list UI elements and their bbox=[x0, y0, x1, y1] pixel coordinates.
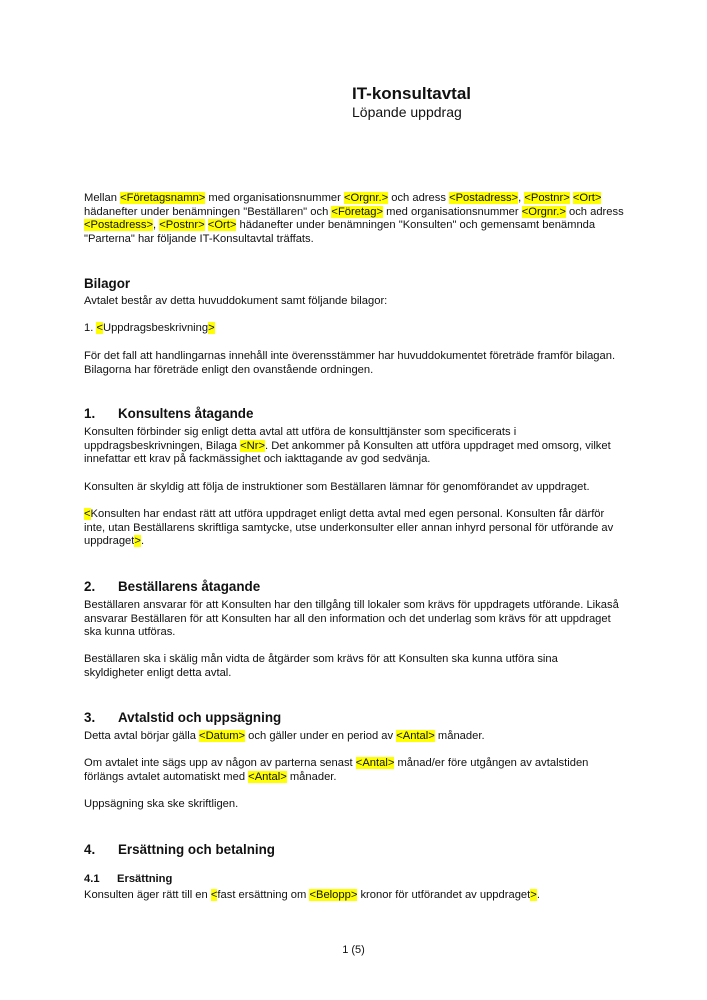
placeholder-field: <Antal> bbox=[355, 757, 395, 769]
bilagor-list-item bbox=[84, 322, 215, 336]
text-run: Uppsägning ska ske skriftligen. bbox=[84, 798, 239, 810]
section-paragraph bbox=[84, 599, 624, 640]
section-number: 2. bbox=[84, 579, 96, 594]
placeholder-field: <Företagsnamn> bbox=[120, 192, 206, 204]
text-run: Beställaren ska i skälig mån vidta de åtgärder som krävs för att Konsulten ska kunna utföra sina skyldigheter enligt detta avtal. bbox=[84, 653, 558, 679]
text-run: Konsulten är skyldig att följa de instruktioner som Beställaren lämnar för genomförandet av uppdraget. bbox=[84, 481, 590, 493]
section-paragraph bbox=[84, 798, 624, 812]
section-number: 4. bbox=[84, 842, 96, 857]
text-run: Beställaren ansvarar för att Konsulten har den tillgång till lokaler som krävs för uppdragets utförande. Likaså ansvarar Beställaren för att Konsulten har all den information och det underlag som krävs för att uppdraget ska kunna utföras. bbox=[84, 599, 619, 639]
text-run: månad/er före utgången av avtalstiden förlängs avtalet automatiskt med bbox=[84, 757, 589, 783]
placeholder-field: <Postnr> bbox=[159, 219, 205, 232]
text-run: och adress bbox=[388, 192, 450, 204]
placeholder-field: < bbox=[210, 889, 218, 901]
text-run: med organisationsnummer bbox=[205, 192, 344, 204]
section-paragraph bbox=[84, 426, 619, 467]
section-title: Konsultens åtagande bbox=[118, 406, 254, 421]
placeholder-field: <Postadress> bbox=[449, 192, 519, 204]
text-run: och adress bbox=[565, 205, 624, 218]
section-paragraph bbox=[84, 508, 619, 549]
section-heading bbox=[84, 579, 260, 595]
text-run: , bbox=[153, 219, 160, 232]
placeholder-field: > bbox=[208, 322, 215, 334]
placeholder-field: <Orgnr.> bbox=[343, 192, 389, 204]
text-run: hädanefter under benämningen "Beställaren" och bbox=[84, 205, 332, 218]
bilagor-precedence-paragraph bbox=[84, 350, 624, 377]
section-heading bbox=[84, 710, 281, 726]
placeholder-field: <Ort> bbox=[207, 219, 237, 232]
text-run: Avtalet består av detta huvuddokument samt följande bilagor: bbox=[84, 295, 388, 307]
bilagor-heading: Bilagor bbox=[84, 276, 131, 291]
placeholder-field: <Antal> bbox=[248, 770, 287, 783]
document-title: IT-konsultavtal bbox=[352, 84, 472, 103]
placeholder-field: <Postnr> bbox=[524, 192, 570, 204]
text-run: och gäller under en period av bbox=[245, 730, 397, 742]
text-run: Detta avtal börjar gälla bbox=[84, 730, 200, 742]
placeholder-field: <Ort> bbox=[572, 192, 602, 204]
intro-paragraph bbox=[84, 192, 624, 246]
section-paragraph bbox=[84, 481, 629, 495]
placeholder-field: < bbox=[96, 322, 103, 334]
text-run: Konsulten äger rätt till en bbox=[84, 889, 211, 901]
text-run: månader. bbox=[434, 730, 485, 742]
text-run: Konsulten förbinder sig enligt detta avtal att utföra de konsulttjänster som specificerats i uppdragsbeskrivningen, Bilaga bbox=[84, 426, 517, 452]
text-run: med organisationsnummer bbox=[383, 205, 522, 218]
placeholder-field: < bbox=[84, 508, 91, 520]
text-run: . bbox=[536, 889, 540, 901]
page-number: 1 (5) bbox=[342, 944, 365, 956]
section-title: Avtalstid och uppsägning bbox=[118, 710, 282, 725]
section-paragraph bbox=[84, 653, 614, 680]
section-paragraph bbox=[84, 889, 629, 903]
text-run: För det fall att handlingarnas innehåll inte överensstämmer har huvuddokumentet företräde framför bilagan. Bilagorna har företräde enligt den ovanstående ordningen. bbox=[84, 350, 616, 376]
placeholder-field: <Postadress> bbox=[84, 219, 154, 232]
text-run: Uppdragsbeskrivning bbox=[103, 322, 209, 334]
placeholder-field: <Antal> bbox=[396, 730, 435, 742]
section-heading bbox=[84, 842, 275, 858]
placeholder-field: <Företag> bbox=[331, 205, 384, 218]
subsection-number: 4.1 bbox=[84, 873, 100, 885]
placeholder-field: <Datum> bbox=[199, 730, 246, 742]
text-run: 1. bbox=[84, 322, 97, 334]
text-run: Konsulten har endast rätt att utföra uppdraget enligt detta avtal med egen personal. Konsulten får därför inte, utan Beställarens skriftliga samtycke, utse underkonsulter eller annan inhyrd personal för utförande av uppdraget bbox=[84, 508, 614, 548]
bilagor-paragraph bbox=[84, 295, 387, 309]
section-title: Beställarens åtagande bbox=[118, 579, 261, 594]
text-run: Om avtalet inte sägs upp av någon av parterna senast bbox=[84, 757, 356, 769]
placeholder-field: > bbox=[530, 889, 537, 901]
placeholder-field: <Orgnr.> bbox=[521, 205, 566, 218]
text-run: , bbox=[518, 192, 525, 204]
subsection-heading bbox=[84, 872, 172, 886]
section-paragraph bbox=[84, 730, 624, 744]
text-run: hädanefter under benämningen "Konsulten" och gemensamt benämnda "Parterna" har följande IT-Konsultavtal träffats. bbox=[84, 219, 596, 245]
text-run: Mellan bbox=[84, 192, 121, 204]
text-run: månader. bbox=[286, 770, 337, 783]
text-run: . Det ankommer på Konsulten att utföra uppdraget med omsorg, vilket innefattar ett krav på fackmässighet och iakttagande av god sedvänja. bbox=[84, 439, 611, 466]
section-number: 1. bbox=[84, 406, 96, 421]
section-title: Ersättning och betalning bbox=[118, 842, 275, 857]
text-run: . bbox=[140, 535, 145, 548]
title-block bbox=[352, 84, 471, 121]
document-subtitle: Löpande uppdrag bbox=[352, 104, 462, 120]
placeholder-field: <Belopp> bbox=[309, 889, 358, 901]
placeholder-field: <Nr> bbox=[240, 439, 265, 452]
section-number: 3. bbox=[84, 710, 96, 725]
text-run: fast ersättning om bbox=[217, 889, 310, 901]
text-run: kronor för utförandet av uppdraget bbox=[357, 889, 531, 901]
subsection-title: Ersättning bbox=[117, 873, 173, 885]
section-paragraph bbox=[84, 757, 629, 784]
placeholder-field: > bbox=[134, 535, 141, 548]
section-heading bbox=[84, 406, 253, 422]
